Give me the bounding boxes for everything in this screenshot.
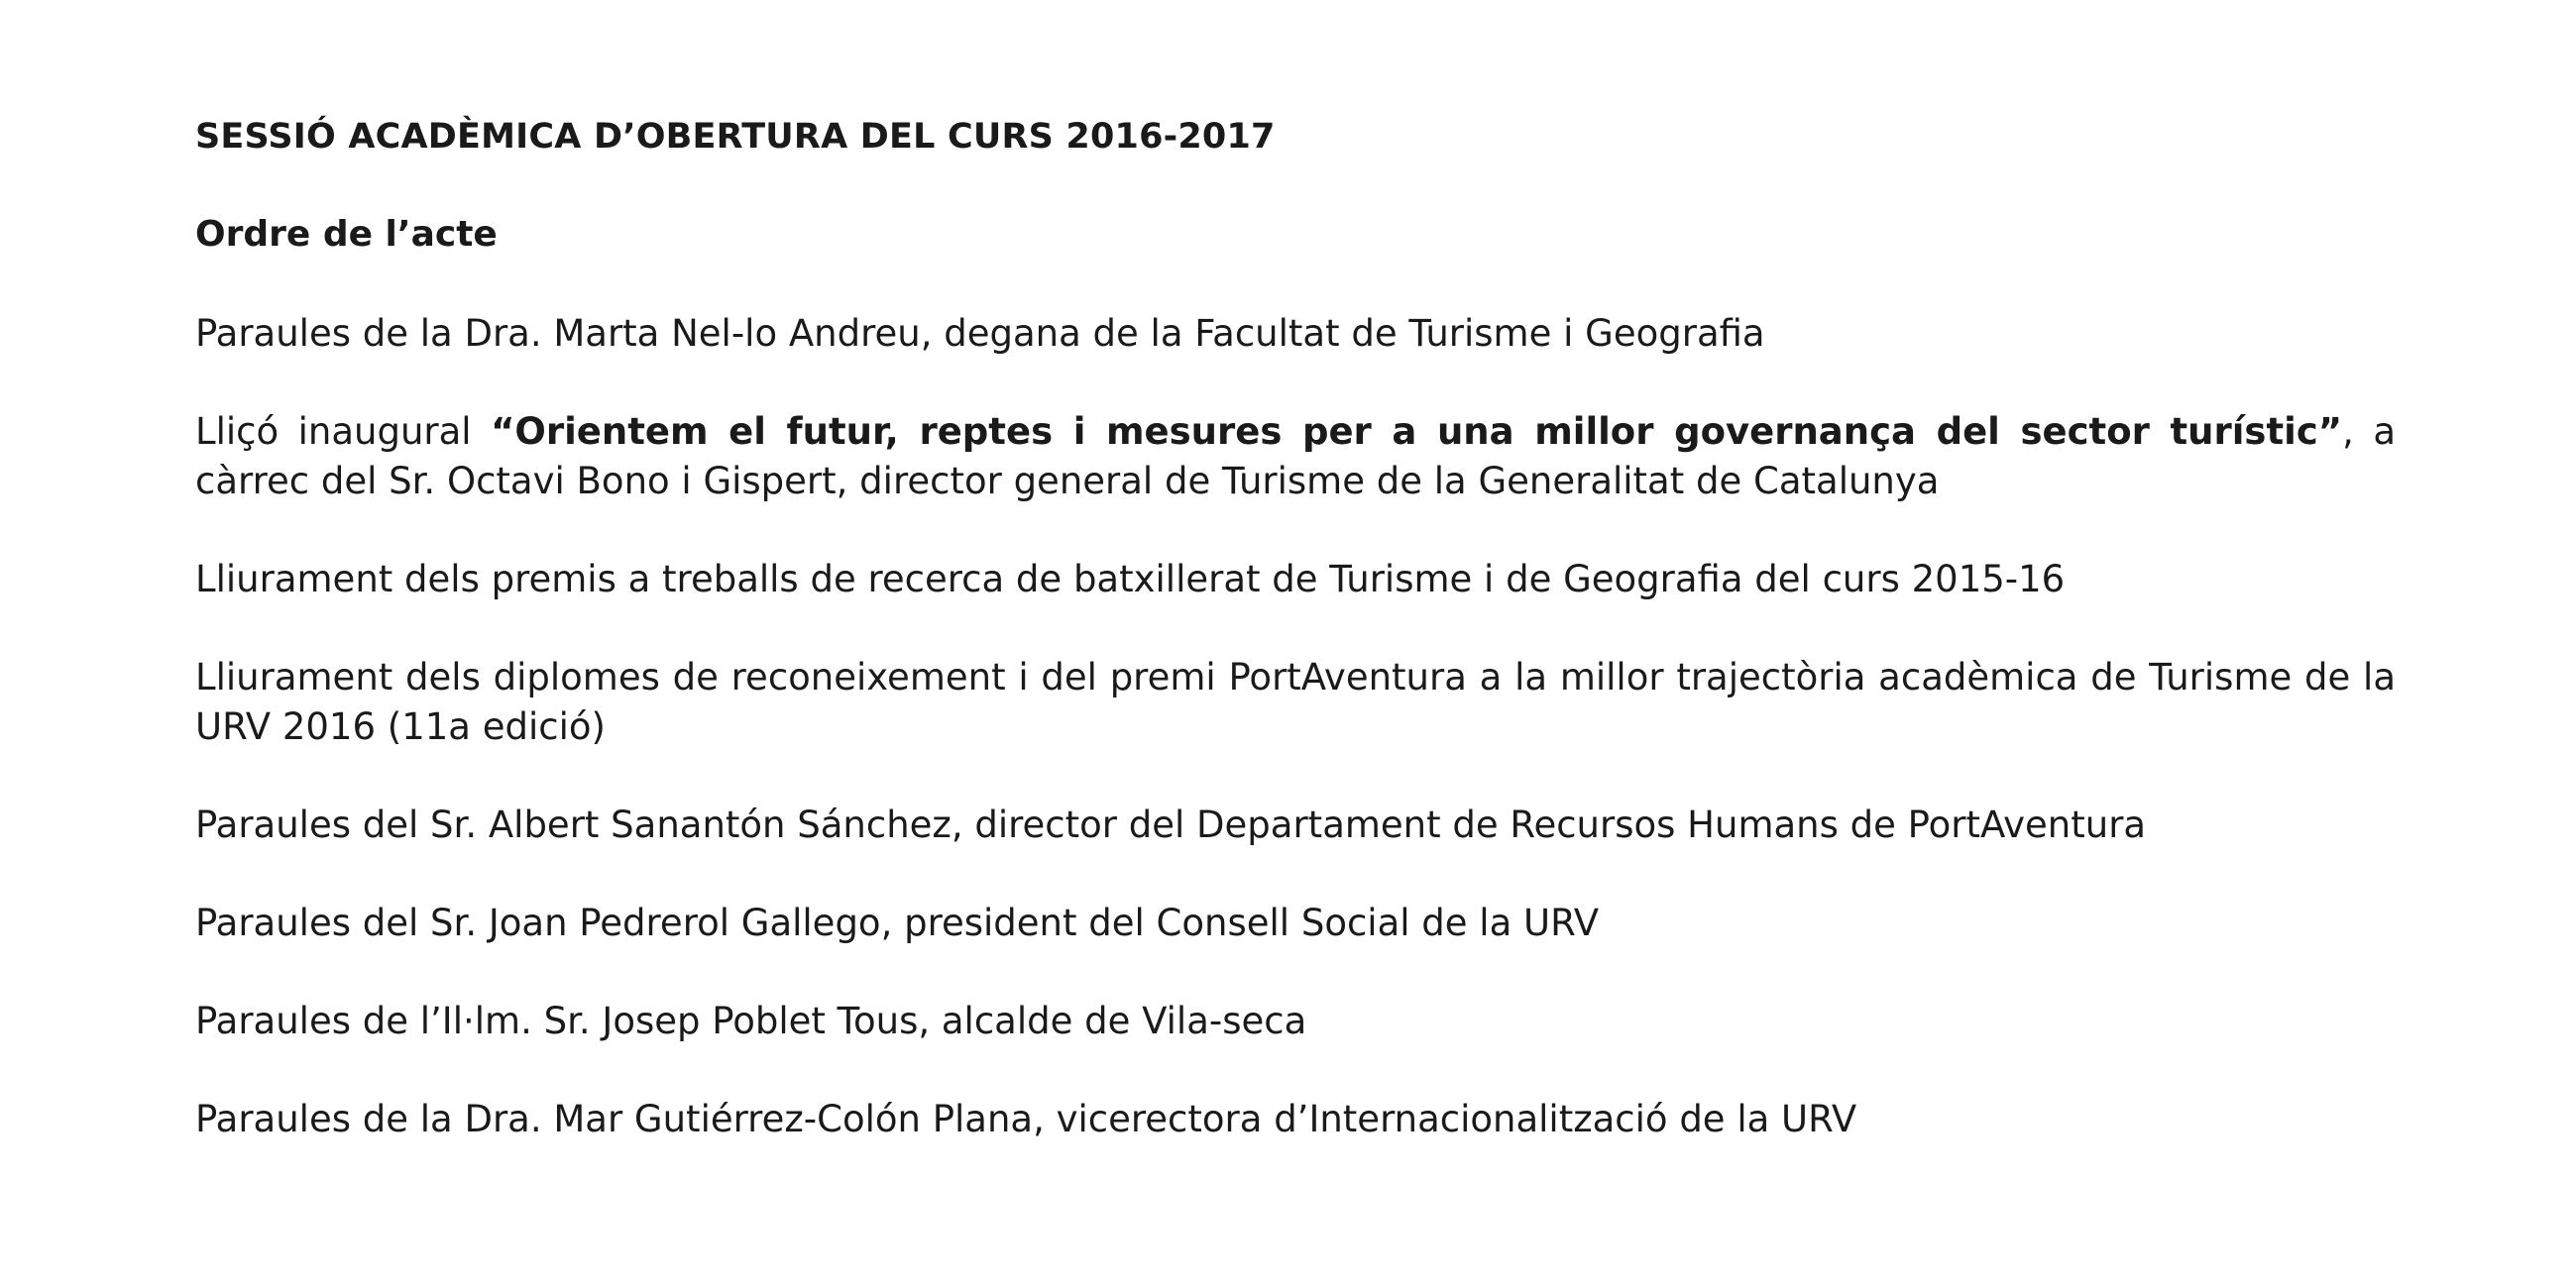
lecture-suffix: , a càrrec del Sr. Octavi Bono i Gispert, director general de Turisme de la Generalitat de Catalunya bbox=[195, 410, 2396, 502]
agenda-item: Paraules de l’Il·lm. Sr. Josep Poblet Tous, alcalde de Vila-seca bbox=[195, 1000, 1307, 1042]
agenda-item: Paraules del Sr. Joan Pedrerol Gallego, president del Consell Social de la URV bbox=[195, 902, 1600, 944]
document-title: SESSIÓ ACADÈMICA D’OBERTURA DEL CURS 2016-2017 bbox=[195, 117, 1276, 157]
document-page bbox=[195, 114, 2396, 1144]
agenda-item-lecture bbox=[195, 407, 2396, 506]
agenda-item: Lliurament dels premis a treballs de recerca de batxillerat de Turisme i de Geografia del curs 2015-16 bbox=[195, 558, 2066, 600]
agenda-item: Lliurament dels diplomes de reconeixement i del premi PortAventura a la millor trajectòria acadèmica de Turisme de la URV 2016 (11a edició) bbox=[195, 656, 2396, 748]
lecture-title: “Orientem el futur, reptes i mesures per a una millor governança del sector turístic” bbox=[491, 410, 2343, 453]
agenda-item: Paraules de la Dra. Mar Gutiérrez-Colón Plana, vicerectora d’Internacionalització de la URV bbox=[195, 1098, 1857, 1140]
agenda-item: Paraules del Sr. Albert Sanantón Sánchez, director del Departament de Recursos Humans de PortAventura bbox=[195, 804, 2147, 846]
agenda-item: Paraules de la Dra. Marta Nel-lo Andreu, degana de la Facultat de Turisme i Geografia bbox=[195, 312, 1765, 355]
lecture-prefix: Lliçó inaugural bbox=[195, 410, 492, 453]
document-subtitle: Ordre de l’acte bbox=[195, 214, 498, 255]
